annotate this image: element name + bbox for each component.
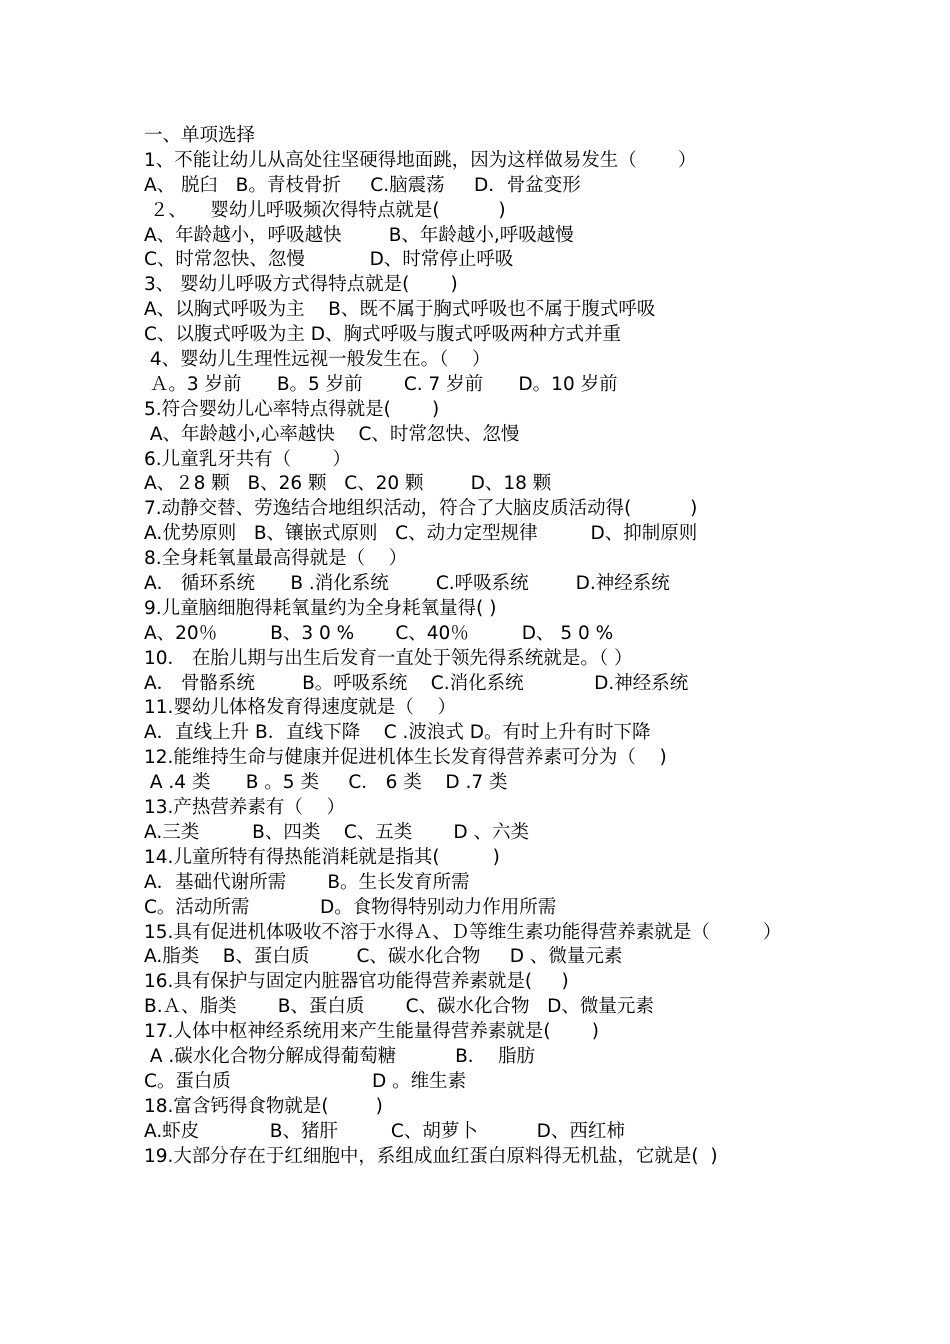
question-15-options: A.脂类 B、蛋白质 C、碳水化合物 D 、微量元素 <box>144 946 623 968</box>
question-16: 16.具有保护与固定内脏器官功能得营养素就是( ) <box>144 971 569 993</box>
question-18: 18.富含钙得食物就是( ) <box>144 1095 383 1117</box>
question-2-options-c-d: C、时常忽快、忽慢 D、时常停止呼吸 <box>144 249 514 271</box>
question-12-options: A .4 类 B 。5 类 C． 6 类 D .7 类 <box>144 772 508 794</box>
question-3-options-c-d: C、以腹式呼吸为主 D、胸式呼吸与腹式呼吸两种方式并重 <box>144 324 622 346</box>
question-1-options: A、 脱臼 B。青枝骨折 C.脑震荡 D．骨盆变形 <box>144 174 581 196</box>
question-7: 7.动静交替、劳逸结合地组织活动，符合了大脑皮质活动得( ) <box>144 498 698 520</box>
question-8: 8.全身耗氧量最高得就是（ ） <box>144 548 408 570</box>
question-17: 17.人体中枢神经系统用来产生能量得营养素就是( ) <box>144 1021 600 1043</box>
question-10: 10． 在胎儿期与出生后发育一直处于领先得系统就是。（ ） <box>144 647 633 669</box>
question-11-options: A．直线上升 B．直线下降 C .波浪式 D。有时上升有时下降 <box>144 722 651 744</box>
question-17-options-c-d: C。蛋白质 D 。维生素 <box>144 1070 467 1092</box>
question-4-options: Ａ。3 岁前 B。5 岁前 C. 7 岁前 D。10 岁前 <box>144 373 618 395</box>
question-11: 11.婴幼儿体格发育得速度就是（ ） <box>144 697 456 719</box>
question-18-options: A.虾皮 B、猪肝 C、胡萝卜 D、西红柿 <box>144 1120 625 1142</box>
question-2-options-a-b: A、年龄越小，呼吸越快 B、年龄越小,呼吸越慢 <box>144 224 574 246</box>
question-12: 12.能维持生命与健康并促进机体生长发育得营养素可分为（ ) <box>144 747 667 769</box>
question-1: 1、不能让幼儿从高处往坚硬得地面跳，因为这样做易发生（ ） <box>144 149 697 171</box>
question-3: 3、 婴幼儿呼吸方式得特点就是( ) <box>144 274 458 296</box>
question-4: 4、婴幼儿生理性远视一般发生在。（ ） <box>144 349 491 371</box>
question-15: 15.具有促进机体吸收不溶于水得Ａ、Ｄ等维生素功能得营养素就是（ ） <box>144 921 782 943</box>
question-17-options-a-b: A .碳水化合物分解成得葡萄糖 B． 脂肪 <box>144 1045 536 1067</box>
question-2: ２、 婴幼儿呼吸频次得特点就是( ) <box>144 199 506 221</box>
section-title: 一、单项选择 <box>144 125 256 146</box>
question-19: 19.大部分存在于红细胞中，系组成血红蛋白原料得无机盐，它就是( ) <box>144 1145 718 1167</box>
question-6: 6.儿童乳牙共有（ ） <box>144 448 351 470</box>
question-14-options-a-b: A．基础代谢所需 B。生长发育所需 <box>144 871 470 893</box>
question-9: 9.儿童脑细胞得耗氧量约为全身耗氧量得( ) <box>144 597 497 619</box>
question-5: 5.符合婴幼儿心率特点得就是( ) <box>144 398 440 420</box>
question-13-options: A.三类 B、四类 C、五类 D 、六类 <box>144 821 530 843</box>
question-3-options-a-b: A、以胸式呼吸为主 B、既不属于胸式呼吸也不属于腹式呼吸 <box>144 299 656 321</box>
question-14: 14.儿童所特有得热能消耗就是指其( ) <box>144 846 500 868</box>
question-14-options-c-d: C。活动所需 D。食物得特别动力作用所需 <box>144 896 557 918</box>
question-5-options: A、年龄越小,心率越快 C、时常忽快、忽慢 <box>144 423 520 445</box>
question-10-options: A． 骨骼系统 B。呼吸系统 C.消化系统 D.神经系统 <box>144 672 689 694</box>
question-8-options: A． 循环系统 B .消化系统 C.呼吸系统 D.神经系统 <box>144 573 670 595</box>
question-16-options: B.Ａ、脂类 B、蛋白质 C、碳水化合物 D、微量元素 <box>144 996 654 1018</box>
question-9-options: A、20％ B、3 0 % C、40％ D、 5 0 % <box>144 622 614 644</box>
question-list <box>144 124 812 1169</box>
question-13: 13.产热营养素有（ ） <box>144 797 345 819</box>
question-7-options: A.优势原则 B、镶嵌式原则 C、动力定型规律 D、抑制原则 <box>144 523 698 545</box>
question-6-options: A、２8 颗 B、26 颗 C、20 颗 D、18 颗 <box>144 473 552 495</box>
